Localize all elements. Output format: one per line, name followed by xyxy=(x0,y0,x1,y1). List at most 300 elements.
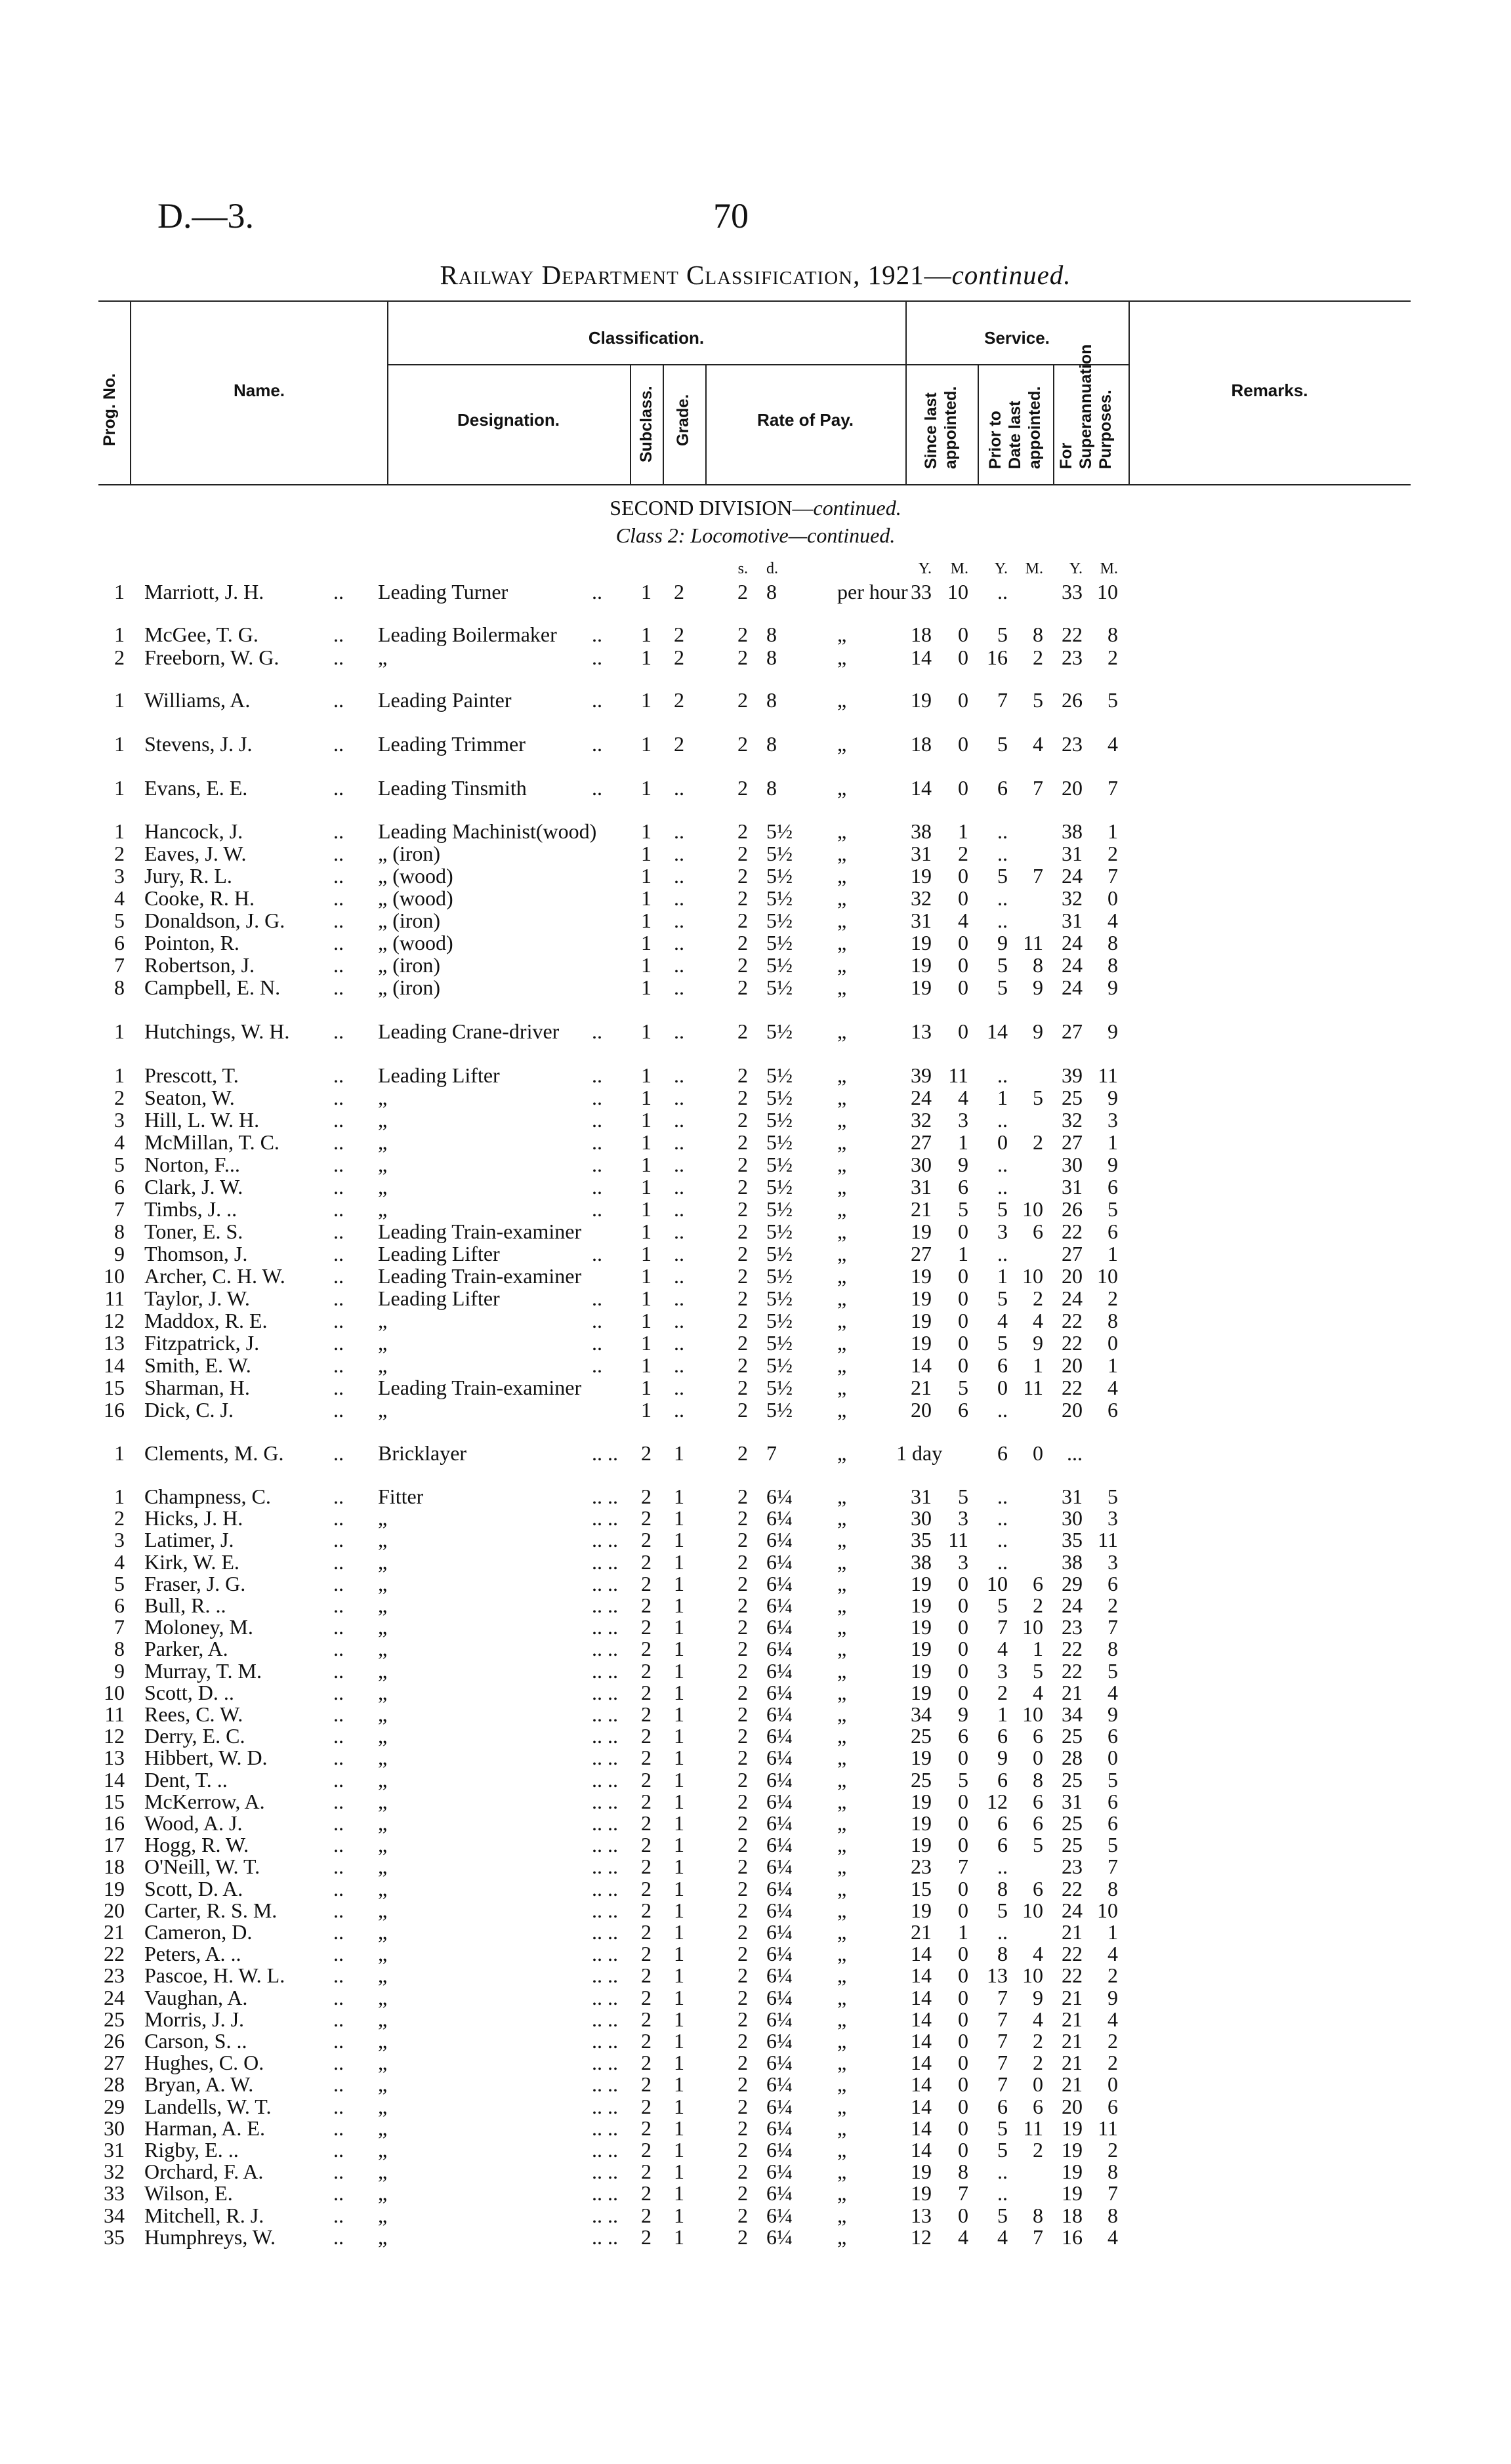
cell-y1: 14 xyxy=(911,1985,932,2009)
cell-prog: 10 xyxy=(104,1264,125,1288)
cell-name: Latimer, J. xyxy=(144,1528,234,1552)
cell-sub: 1 xyxy=(641,1353,652,1377)
cell-m2: 2 xyxy=(1033,1286,1043,1310)
cell-per: „ xyxy=(837,1767,847,1792)
cell-m1: 0 xyxy=(958,1593,968,1617)
cell-designation: „ xyxy=(378,1855,388,1879)
cell-name: Bull, R. .. xyxy=(144,1593,226,1617)
table-row xyxy=(0,1812,1511,1834)
table-row xyxy=(0,1086,1511,1109)
cell-prog: 15 xyxy=(104,1789,125,1813)
header-bottom-rule xyxy=(98,484,1411,485)
cell-dots2: .. .. xyxy=(592,1985,618,2009)
cell-prog: 27 xyxy=(104,2051,125,2075)
cell-grade: 1 xyxy=(674,1724,684,1748)
cell-grade: 1 xyxy=(674,2072,684,2097)
cell-per: „ xyxy=(837,1086,847,1109)
cell-prog: 2 xyxy=(114,1086,125,1109)
cell-sub: 1 xyxy=(641,646,652,669)
cell-m2: 9 xyxy=(1033,1019,1043,1043)
col-name: Name. xyxy=(233,380,285,400)
cell-designation: „ xyxy=(378,2138,388,2162)
cell-m1: 0 xyxy=(958,1019,968,1043)
cell-per: „ xyxy=(837,1242,847,1265)
cell-y2: 0 xyxy=(997,1130,1008,1154)
cell-grade: 1 xyxy=(674,1876,684,1900)
cell-d: 6¼ xyxy=(766,2225,793,2249)
header-top-rule xyxy=(98,300,1411,302)
cell-prog: 1 xyxy=(114,776,125,800)
cell-dots: .. xyxy=(333,975,344,999)
cell-grade: 1 xyxy=(674,1658,684,1683)
cell-s: 2 xyxy=(737,1175,748,1199)
cell-m1: 0 xyxy=(958,1985,968,2009)
cell-y3: 26 xyxy=(1062,688,1083,712)
cell-dots: .. xyxy=(333,2138,344,2162)
cell-designation: „ xyxy=(378,2007,388,2031)
cell-s: 2 xyxy=(737,1264,748,1288)
cell-dots: .. xyxy=(333,1019,344,1043)
cell-dots2: .. .. xyxy=(592,1942,618,1966)
cell-per: „ xyxy=(837,1920,847,1944)
cell-dots2: .. .. xyxy=(592,1528,618,1552)
cell-d: 6¼ xyxy=(766,1876,793,1900)
cell-designation: „ xyxy=(378,1331,388,1355)
service-underline xyxy=(905,364,1128,365)
cell-name: Cameron, D. xyxy=(144,1920,253,1944)
cell-sub: 2 xyxy=(641,2181,652,2206)
cell-y1: 19 xyxy=(911,1833,932,1857)
cell-grade: .. xyxy=(674,1130,684,1154)
cell-per: „ xyxy=(837,909,847,932)
cell-designation: Leading Lifter xyxy=(378,1242,500,1265)
cell-s: 2 xyxy=(737,909,748,932)
col-superannuation: For Superannuation Purposes. xyxy=(1057,344,1115,469)
cell-designation: „ xyxy=(378,1353,388,1377)
cell-dots: .. xyxy=(333,1153,344,1176)
cell-prog: 31 xyxy=(104,2138,125,2162)
cell-y2: 4 xyxy=(997,2225,1008,2249)
cell-per: „ xyxy=(837,1528,847,1552)
cell-y3: 22 xyxy=(1062,1963,1083,1988)
cell-m2: 10 xyxy=(1022,1197,1043,1221)
cell-designation: „ (iron) xyxy=(378,909,441,932)
cell-d: 8 xyxy=(766,646,777,669)
cell-y2: 6 xyxy=(997,1833,1008,1857)
cell-m1: 0 xyxy=(958,1615,968,1639)
cell-grade: .. xyxy=(674,864,684,888)
cell-m1: 0 xyxy=(958,1571,968,1595)
cell-y2: 7 xyxy=(997,2051,1008,2075)
cell-designation: Leading Train-examiner xyxy=(378,1264,582,1288)
cell-s: 2 xyxy=(737,1197,748,1221)
cell-grade: 1 xyxy=(674,1811,684,1835)
cell-m1: 3 xyxy=(958,1108,968,1132)
cell-designation: „ xyxy=(378,2029,388,2053)
cell-per: „ xyxy=(837,2072,847,2097)
cell-dots2: .. .. xyxy=(592,1789,618,1813)
cell-grade: .. xyxy=(674,975,684,999)
cell-d: 6¼ xyxy=(766,1985,793,2009)
cell-s: 2 xyxy=(737,2007,748,2031)
cell-d: 6¼ xyxy=(766,1528,793,1552)
cell-y1: 19 xyxy=(911,688,932,712)
table-row xyxy=(0,1942,1511,1965)
cell-name: Prescott, T. xyxy=(144,1063,239,1087)
cell-y2: 5 xyxy=(997,1331,1008,1355)
table-row xyxy=(0,932,1511,954)
cell-name: Moloney, M. xyxy=(144,1615,253,1639)
col-rule-8 xyxy=(1053,364,1054,484)
cell-y2: .. xyxy=(997,1506,1008,1530)
cell-per: „ xyxy=(837,732,847,756)
cell-y3: 21 xyxy=(1062,2051,1083,2075)
cell-y1: 1 day xyxy=(896,1441,943,1465)
cell-s: 2 xyxy=(737,1789,748,1813)
cell-m1: 0 xyxy=(958,931,968,955)
cell-m3: 6 xyxy=(1107,1789,1118,1813)
cell-prog: 2 xyxy=(114,1506,125,1530)
cell-y3: 19 xyxy=(1062,2160,1083,2184)
cell-s: 2 xyxy=(737,864,748,888)
cell-m1: 0 xyxy=(958,886,968,910)
cell-per: „ xyxy=(837,1309,847,1332)
table-row xyxy=(0,1746,1511,1769)
cell-grade: .. xyxy=(674,1264,684,1288)
cell-y3: 30 xyxy=(1062,1506,1083,1530)
cell-name: Derry, E. C. xyxy=(144,1724,245,1748)
cell-per: „ xyxy=(837,688,847,712)
cell-dots2: .. xyxy=(592,1108,602,1132)
cell-y3: 25 xyxy=(1062,1811,1083,1835)
cell-m2: 1 xyxy=(1033,1637,1043,1661)
cell-name: Toner, E. S. xyxy=(144,1220,243,1243)
cell-y3: 24 xyxy=(1062,975,1083,999)
cell-sub: 1 xyxy=(641,1175,652,1199)
table-row xyxy=(0,1660,1511,1682)
cell-m2: 11 xyxy=(1023,931,1043,955)
cell-y2: 5 xyxy=(997,2116,1008,2140)
cell-m1: 0 xyxy=(958,975,968,999)
cell-per: „ xyxy=(837,1197,847,1221)
cell-y2: .. xyxy=(997,1550,1008,1574)
cell-prog: 10 xyxy=(104,1680,125,1704)
cell-sub: 2 xyxy=(641,2072,652,2097)
cell-name: Donaldson, J. G. xyxy=(144,909,285,932)
cell-prog: 20 xyxy=(104,1898,125,1922)
cell-name: Smith, E. W. xyxy=(144,1353,251,1377)
cell-name: Orchard, F. A. xyxy=(144,2160,264,2184)
cell-name: Norton, F... xyxy=(144,1153,240,1176)
table-row xyxy=(0,1399,1511,1421)
cell-sub: 1 xyxy=(641,1242,652,1265)
cell-y3: 21 xyxy=(1062,2029,1083,2053)
cell-y3: 23 xyxy=(1062,1855,1083,1879)
cell-y1: 21 xyxy=(911,1197,932,1221)
cell-d: 5½ xyxy=(766,1063,793,1087)
cell-m1: 0 xyxy=(958,2007,968,2031)
cell-y2: 5 xyxy=(997,623,1008,646)
cell-y3: 20 xyxy=(1062,776,1083,800)
table-row xyxy=(0,2160,1511,2183)
table-row xyxy=(0,1265,1511,1287)
cell-s: 2 xyxy=(737,1286,748,1310)
table-row xyxy=(0,1287,1511,1309)
table-row xyxy=(0,1529,1511,1551)
cell-sub: 2 xyxy=(641,1876,652,1900)
cell-s: 2 xyxy=(737,1130,748,1154)
cell-designation: „ xyxy=(378,1550,388,1574)
cell-dots: .. xyxy=(333,1985,344,2009)
cell-m2: 6 xyxy=(1033,1876,1043,1900)
cell-m3: 7 xyxy=(1107,1615,1118,1639)
cell-prog: 1 xyxy=(114,1441,125,1465)
cell-y1: 38 xyxy=(911,819,932,843)
cell-s: 2 xyxy=(737,1615,748,1639)
cell-prog: 7 xyxy=(114,1615,125,1639)
cell-dots2: .. .. xyxy=(592,2072,618,2097)
cell-prog: 14 xyxy=(104,1353,125,1377)
cell-per: „ xyxy=(837,1593,847,1617)
cell-y2: 13 xyxy=(987,1963,1008,1988)
cell-dots: .. xyxy=(333,1175,344,1199)
cell-dots: .. xyxy=(333,2094,344,2118)
cell-name: Campbell, E. N. xyxy=(144,975,281,999)
cell-grade: .. xyxy=(674,1019,684,1043)
cell-m3: 0 xyxy=(1107,2072,1118,2097)
unit-s: s. xyxy=(737,560,748,577)
cell-d: 5½ xyxy=(766,864,793,888)
table-row xyxy=(0,1899,1511,1921)
cell-dots2: .. xyxy=(592,1242,602,1265)
cell-per: „ xyxy=(837,1019,847,1043)
cell-designation: Fitter xyxy=(378,1485,424,1508)
cell-grade: .. xyxy=(674,1286,684,1310)
cell-m1: 3 xyxy=(958,1550,968,1574)
cell-y1: 14 xyxy=(911,1963,932,1988)
cell-d: 5½ xyxy=(766,931,793,955)
cell-dots: .. xyxy=(333,953,344,977)
cell-m3: 10 xyxy=(1097,580,1118,604)
cell-per: „ xyxy=(837,2007,847,2031)
cell-m1: 7 xyxy=(958,2181,968,2206)
cell-m3: 3 xyxy=(1107,1506,1118,1530)
cell-m1: 0 xyxy=(958,1637,968,1661)
cell-designation: „ xyxy=(378,1571,388,1595)
cell-grade: 1 xyxy=(674,2181,684,2206)
cell-m1: 3 xyxy=(958,1506,968,1530)
cell-m1: 0 xyxy=(958,1353,968,1377)
table-row xyxy=(0,2204,1511,2227)
cell-m1: 0 xyxy=(958,864,968,888)
cell-d: 6¼ xyxy=(766,1571,793,1595)
cell-grade: 1 xyxy=(674,1528,684,1552)
cell-d: 6¼ xyxy=(766,2072,793,2097)
cell-designation: „ xyxy=(378,1528,388,1552)
cell-d: 6¼ xyxy=(766,1767,793,1792)
cell-sub: 2 xyxy=(641,1811,652,1835)
cell-s: 2 xyxy=(737,1019,748,1043)
cell-s: 2 xyxy=(737,2181,748,2206)
cell-m2: 8 xyxy=(1033,953,1043,977)
cell-grade: .. xyxy=(674,953,684,977)
cell-m3: 5 xyxy=(1107,1658,1118,1683)
cell-s: 2 xyxy=(737,975,748,999)
cell-dots: .. xyxy=(333,1242,344,1265)
cell-sub: 1 xyxy=(641,776,652,800)
cell-y3: 25 xyxy=(1062,1833,1083,1857)
cell-grade: .. xyxy=(674,1331,684,1355)
table-row xyxy=(0,623,1511,646)
table-row xyxy=(0,1064,1511,1086)
cell-y1: 14 xyxy=(911,2138,932,2162)
cell-m2: 5 xyxy=(1033,688,1043,712)
cell-y2: .. xyxy=(997,1855,1008,1879)
col-rate-of-pay: Rate of Pay. xyxy=(757,410,854,430)
cell-s: 2 xyxy=(737,2029,748,2053)
cell-y3: 32 xyxy=(1062,1108,1083,1132)
cell-s: 2 xyxy=(737,732,748,756)
cell-dots: .. xyxy=(333,1331,344,1355)
cell-m3: 4 xyxy=(1107,2007,1118,2031)
cell-d: 5½ xyxy=(766,1353,793,1377)
cell-s: 2 xyxy=(737,1528,748,1552)
cell-y2: 6 xyxy=(997,2094,1008,2118)
cell-name: Wilson, E. xyxy=(144,2181,233,2206)
cell-y1: 14 xyxy=(911,646,932,669)
cell-y2: .. xyxy=(997,1528,1008,1552)
cell-name: Archer, C. H. W. xyxy=(144,1264,285,1288)
cell-name: Seaton, W. xyxy=(144,1086,235,1109)
cell-designation: „ xyxy=(378,1789,388,1813)
cell-grade: 1 xyxy=(674,2138,684,2162)
cell-d: 6¼ xyxy=(766,1942,793,1966)
cell-y2: 3 xyxy=(997,1658,1008,1683)
cell-name: Cooke, R. H. xyxy=(144,886,255,910)
table-row xyxy=(0,1507,1511,1529)
cell-grade: 1 xyxy=(674,1702,684,1726)
cell-prog: 3 xyxy=(114,864,125,888)
cell-y3: 22 xyxy=(1062,1376,1083,1399)
cell-d: 6¼ xyxy=(766,1920,793,1944)
cell-designation: „ xyxy=(378,1942,388,1966)
cell-s: 2 xyxy=(737,1485,748,1508)
cell-prog: 26 xyxy=(104,2029,125,2053)
cell-grade: .. xyxy=(674,1108,684,1132)
cell-per: „ xyxy=(837,623,847,646)
cell-y1: 14 xyxy=(911,2072,932,2097)
cell-y1: 19 xyxy=(911,1746,932,1770)
cell-name: Hill, L. W. H. xyxy=(144,1108,260,1132)
cell-name: Stevens, J. J. xyxy=(144,732,253,756)
cell-y1: 19 xyxy=(911,1680,932,1704)
cell-grade: .. xyxy=(674,819,684,843)
col-since-last: Since last appointed. xyxy=(922,386,960,469)
cell-dots: .. xyxy=(333,1571,344,1595)
cell-sub: 2 xyxy=(641,1942,652,1966)
cell-designation: Bricklayer xyxy=(378,1441,467,1465)
cell-dots: .. xyxy=(333,688,344,712)
cell-per: „ xyxy=(837,1441,847,1465)
cell-per: „ xyxy=(837,1286,847,1310)
cell-per: „ xyxy=(837,1331,847,1355)
cell-per: per hour xyxy=(837,580,908,604)
cell-prog: 8 xyxy=(114,1637,125,1661)
table-row xyxy=(0,976,1511,998)
cell-name: Hancock, J. xyxy=(144,819,243,843)
cell-m1: 0 xyxy=(958,688,968,712)
cell-per: „ xyxy=(837,646,847,669)
cell-y2: 1 xyxy=(997,1702,1008,1726)
cell-y1: 13 xyxy=(911,2203,932,2227)
cell-name: Kirk, W. E. xyxy=(144,1550,239,1574)
table-row xyxy=(0,2030,1511,2052)
cell-designation: „ (wood) xyxy=(378,931,453,955)
cell-m2: 6 xyxy=(1033,1789,1043,1813)
cell-d: 8 xyxy=(766,688,777,712)
cell-d: 6¼ xyxy=(766,2051,793,2075)
cell-designation: „ xyxy=(378,2160,388,2184)
cell-m3: 7 xyxy=(1107,776,1118,800)
cell-d: 6¼ xyxy=(766,1724,793,1748)
cell-designation: „ xyxy=(378,646,388,669)
cell-d: 5½ xyxy=(766,1264,793,1288)
table-row xyxy=(0,1485,1511,1508)
cell-y3: 24 xyxy=(1062,1593,1083,1617)
cell-designation: „ xyxy=(378,1920,388,1944)
table-row xyxy=(0,2139,1511,2161)
cell-sub: 1 xyxy=(641,953,652,977)
cell-grade: 1 xyxy=(674,1855,684,1879)
cell-y3: 22 xyxy=(1062,623,1083,646)
cell-s: 2 xyxy=(737,1898,748,1922)
cell-m3: 2 xyxy=(1107,842,1118,865)
cell-sub: 1 xyxy=(641,688,652,712)
cell-m2: 6 xyxy=(1033,1811,1043,1835)
cell-s: 2 xyxy=(737,1680,748,1704)
cell-m2: 10 xyxy=(1022,1963,1043,1988)
cell-per: „ xyxy=(837,953,847,977)
cell-m2: 2 xyxy=(1033,646,1043,669)
cell-y3: 31 xyxy=(1062,1485,1083,1508)
cell-grade: .. xyxy=(674,1398,684,1422)
cell-m2: 9 xyxy=(1033,1331,1043,1355)
cell-y3: 16 xyxy=(1062,2225,1083,2249)
cell-y3: 31 xyxy=(1062,909,1083,932)
cell-y3: 31 xyxy=(1062,1789,1083,1813)
cell-sub: 1 xyxy=(641,580,652,604)
cell-m3: 4 xyxy=(1107,1942,1118,1966)
cell-m1: 0 xyxy=(958,2203,968,2227)
page-reference: D.—3. xyxy=(157,196,254,236)
cell-grade: 2 xyxy=(674,646,684,669)
cell-y1: 19 xyxy=(911,1286,932,1310)
cell-y3: 28 xyxy=(1062,1746,1083,1770)
table-row xyxy=(0,1131,1511,1153)
cell-y1: 34 xyxy=(911,1702,932,1726)
table-row xyxy=(0,2051,1511,2074)
cell-name: Carson, S. .. xyxy=(144,2029,247,2053)
cell-s: 2 xyxy=(737,1920,748,1944)
cell-prog: 13 xyxy=(104,1331,125,1355)
cell-dots2: .. xyxy=(592,580,602,604)
cell-per: „ xyxy=(837,2160,847,2184)
cell-y1: 23 xyxy=(911,1855,932,1879)
cell-y1: 14 xyxy=(911,2116,932,2140)
cell-m2: 2 xyxy=(1033,2138,1043,2162)
cell-m1: 5 xyxy=(958,1197,968,1221)
cell-designation: „ xyxy=(378,2051,388,2075)
